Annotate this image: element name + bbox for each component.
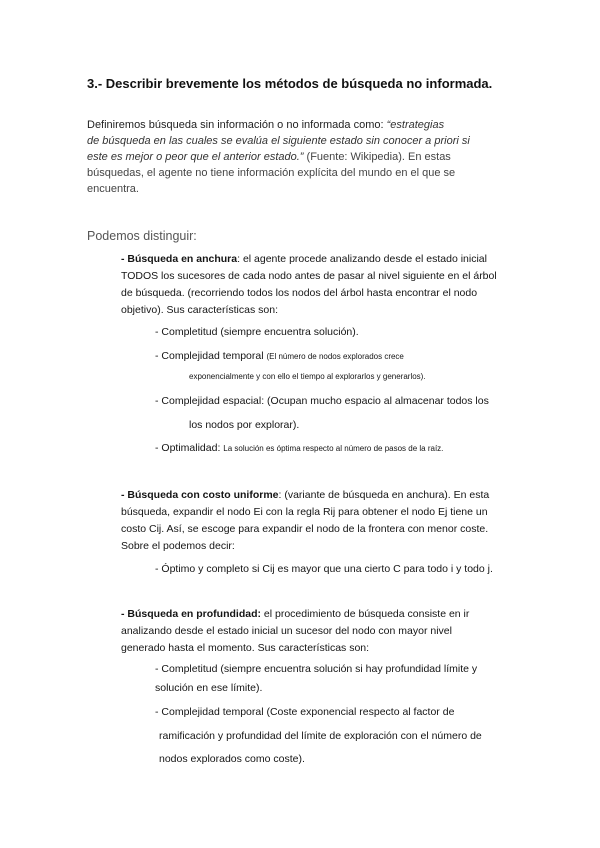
- anchura-espacial: - Complejidad espacial: (Ocupan mucho espacio al almacenar todos los: [155, 395, 489, 407]
- intro-quote: “estrategias: [386, 119, 445, 131]
- intro-quote: este es mejor o peor que el anterior estado.”: [87, 151, 304, 163]
- costo-item: - Óptimo y completo si Cij es mayor que una cierto C para todo i y todo j.: [155, 563, 493, 575]
- profundidad-line-3: generado hasta el momento. Sus características son:: [121, 642, 370, 654]
- anchura-temporal-cont: exponencialmente y con ello el tiempo al explorarlos y generarlos).: [189, 372, 426, 381]
- anchura-line-2: TODOS los sucesores de cada nodo antes de pasar al nivel siguiente en el árbol: [121, 270, 497, 282]
- anchura-temporal: [155, 350, 404, 362]
- anchura-line-4: objetivo). Sus características son:: [121, 304, 278, 316]
- profundidad-text: el procedimiento de búsqueda consiste en ir: [261, 608, 470, 620]
- profundidad-temporal-cont: ramificación y profundidad del límite de exploración con el número de: [159, 730, 482, 742]
- intro-quote: de búsqueda: [87, 135, 151, 147]
- costo-line-1: [121, 489, 489, 501]
- costo-text: : (variante de búsqueda en anchura). En esta: [278, 489, 490, 501]
- intro-line-3: [87, 151, 451, 163]
- anchura-line-3: de búsqueda. (recorriendo todos los nodos del árbol hasta encontrar el nodo: [121, 287, 478, 299]
- anchura-temporal-label: - Complejidad temporal: [155, 350, 267, 362]
- profundidad-completitud: - Completitud (siempre encuentra solución si hay profundidad límite y: [155, 663, 478, 675]
- anchura-completitud: - Completitud (siempre encuentra solución).: [155, 326, 359, 338]
- profundidad-title: - Búsqueda en profundidad:: [121, 608, 261, 620]
- intro-source: (Fuente: Wikipedia). En estas: [303, 151, 451, 163]
- profundidad-temporal-cont2: nodos explorados como coste).: [159, 753, 305, 765]
- anchura-text: : el agente procede analizando desde el estado inicial: [237, 253, 487, 265]
- costo-line-3: costo Cij. Así, se escoge para expandir el nodo de la frontera con menor coste.: [121, 523, 489, 535]
- anchura-optimalidad-label: - Optimalidad:: [155, 442, 224, 454]
- intro-line-5: encuentra.: [87, 183, 139, 195]
- intro-quote: en las cuales se evalúa el siguiente estado sin conocer a priori si: [150, 135, 470, 147]
- intro-text: Definiremos búsqueda sin información o no informada como:: [87, 119, 387, 131]
- anchura-title: - Búsqueda en anchura: [121, 253, 238, 265]
- costo-line-4: Sobre el podemos decir:: [121, 540, 235, 552]
- anchura-line-1: [121, 253, 487, 265]
- anchura-temporal-text: (El número de nodos explorados crece: [266, 352, 404, 361]
- anchura-espacial-cont: los nodos por explorar).: [189, 419, 300, 431]
- costo-line-2: búsqueda, expandir el nodo Ei con la regla Rij para obtener el nodo Ej tiene un: [121, 506, 488, 518]
- page-title: 3.- Describir brevemente los métodos de búsqueda no informada.: [87, 76, 493, 91]
- profundidad-line-1: [121, 608, 469, 620]
- anchura-optimalidad-text: La solución es óptima respecto al número de pasos de la raíz.: [223, 444, 444, 453]
- intro-line-4: búsquedas, el agente no tiene información explícita del mundo en el que se: [87, 167, 456, 179]
- profundidad-line-2: analizando desde el estado inicial un sucesor del nodo con mayor nivel: [121, 625, 452, 637]
- profundidad-completitud-cont: solución en ese límite).: [155, 682, 263, 694]
- section-heading: Podemos distinguir:: [87, 229, 197, 243]
- anchura-optimalidad: [155, 442, 443, 454]
- profundidad-temporal: - Complejidad temporal (Coste exponencial respecto al factor de: [155, 706, 455, 718]
- costo-title: - Búsqueda con costo uniforme: [121, 489, 279, 501]
- intro-line-1: [87, 119, 444, 131]
- intro-line-2: [87, 135, 470, 147]
